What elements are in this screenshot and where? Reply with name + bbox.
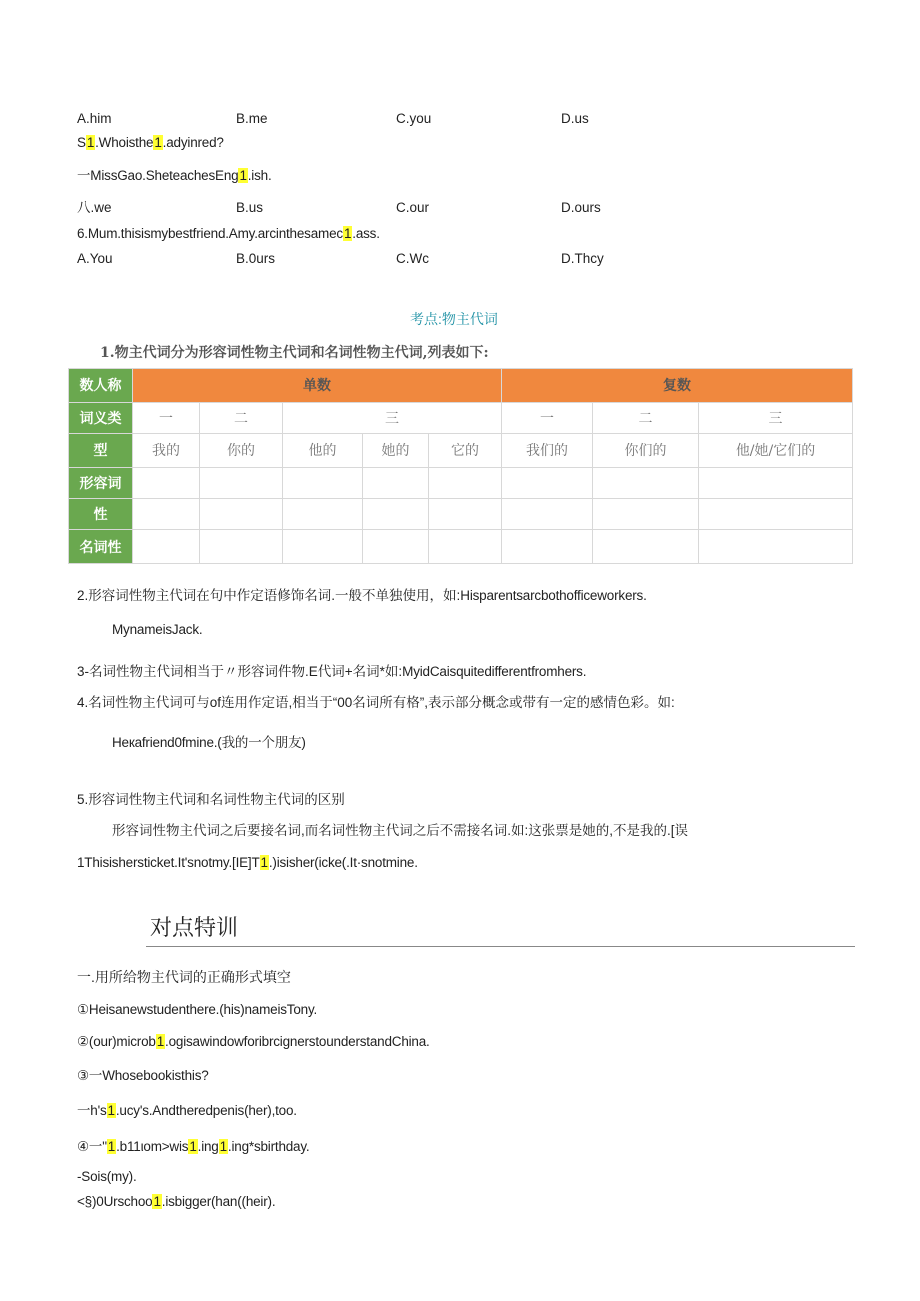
table-corner-header: 数人称 (69, 369, 133, 403)
rule-3: 3-名词性物主代词相当于〃形容词件物.E代词+名词*如:MyidCaisquitedifferentfromhers. (77, 664, 587, 679)
question-6: 6.Mum.thisismybestfriend.Amy.arcinthesamec1.ass. (77, 226, 380, 241)
exercise-3-answer: 一h's1.ucy's.Andtheredpenis(her),too. (77, 1103, 297, 1118)
table-row-header: 性 (69, 498, 133, 529)
option-a: A.him (77, 111, 112, 126)
option-d: D.us (561, 111, 589, 126)
person-cell: 三 (283, 402, 502, 433)
meaning-cell: 我们的 (502, 433, 593, 467)
rule-4: 4.名词性物主代词可与of连用作定语,相当于“00名词所有格”,表示部分概念或带有一定的感情色彩。如: (77, 695, 675, 710)
option-c: C.Wc (396, 251, 429, 266)
question-s1-answer: 一MissGao.SheteachesEng1.ish. (77, 168, 272, 183)
option-c: C.our (396, 200, 430, 215)
option-b: B.0urs (236, 251, 276, 266)
exercise-5: <§)0Urschoo1.isbigger(han((heir). (77, 1194, 276, 1209)
pronoun-table (68, 368, 852, 564)
meaning-cell: 你的 (200, 433, 283, 467)
option-b: B.me (236, 111, 268, 126)
table-row-header: 形容词 (69, 467, 133, 498)
table-row-header: 型 (69, 433, 133, 467)
option-c: C.you (396, 111, 432, 126)
option-a: 八.we (77, 200, 112, 215)
training-title: 对点特训 (150, 916, 239, 941)
exercise-3: ③一Whosebookisthis? (77, 1068, 209, 1083)
exercise-4-answer: -Sois(my). (77, 1169, 137, 1184)
table-caption: 1.物主代词分为形容词性物主代词和名词性物主代词,列表如下: (100, 345, 489, 361)
table-row-header: 词义类 (69, 402, 133, 433)
rule-2: 2.形容词性物主代词在句中作定语修饰名词.一般不单独使用，如:Hisparentsarcbothofficeworkers. (77, 588, 647, 603)
option-b: B.us (236, 200, 264, 215)
singular-header: 单数 (133, 369, 502, 403)
person-cell: 二 (200, 402, 283, 433)
meaning-cell: 他/她/它们的 (699, 433, 853, 467)
person-cell: 一 (502, 402, 593, 433)
meaning-cell: 她的 (363, 433, 429, 467)
rule-5-example: 形容词性物主代词之后要接名词,而名词性物主代词之后不需接名词.如:这张票是她的,不是我的.[误 (112, 823, 689, 838)
exercise-4: ④一"1.b11ιom>wis1.ing1.ing*sbirthday. (77, 1139, 310, 1154)
title-divider (146, 946, 855, 947)
person-cell: 二 (593, 402, 699, 433)
rule-5-example-en: 1Thisishersticket.It'snotmy.[IE]T1.)isisher(icke(.It·snotmine. (77, 855, 418, 870)
rule-2-example: MynameisJack. (112, 622, 203, 637)
exercise-heading: 一.用所给物主代词的正确形式填空 (77, 969, 291, 985)
meaning-cell: 它的 (429, 433, 502, 467)
exercise-2: ②(our)microb1.ogisawindowforibrcignerstounderstandChina. (77, 1034, 430, 1049)
exercise-1: ①Heisanewstudenthere.(his)nameisTony. (77, 1002, 318, 1017)
meaning-cell: 他的 (283, 433, 363, 467)
meaning-cell: 你们的 (593, 433, 699, 467)
meaning-cell: 我的 (133, 433, 200, 467)
rule-5: 5.形容词性物主代词和名词性物主代词的区别 (77, 792, 345, 807)
person-cell: 三 (699, 402, 853, 433)
question-s1: S1.Whoisthe1.adyinred? (77, 135, 224, 150)
table-row-header: 名词性 (69, 530, 133, 564)
option-a: A.You (77, 251, 113, 266)
section-heading: 考点:物主代词 (410, 311, 498, 327)
rule-4-example: Heкafriend0fmine.(我的一个朋友) (112, 735, 306, 750)
option-d: D.Thcy (561, 251, 604, 266)
option-d: D.ours (561, 200, 601, 215)
person-cell: 一 (133, 402, 200, 433)
plural-header: 复数 (502, 369, 853, 403)
